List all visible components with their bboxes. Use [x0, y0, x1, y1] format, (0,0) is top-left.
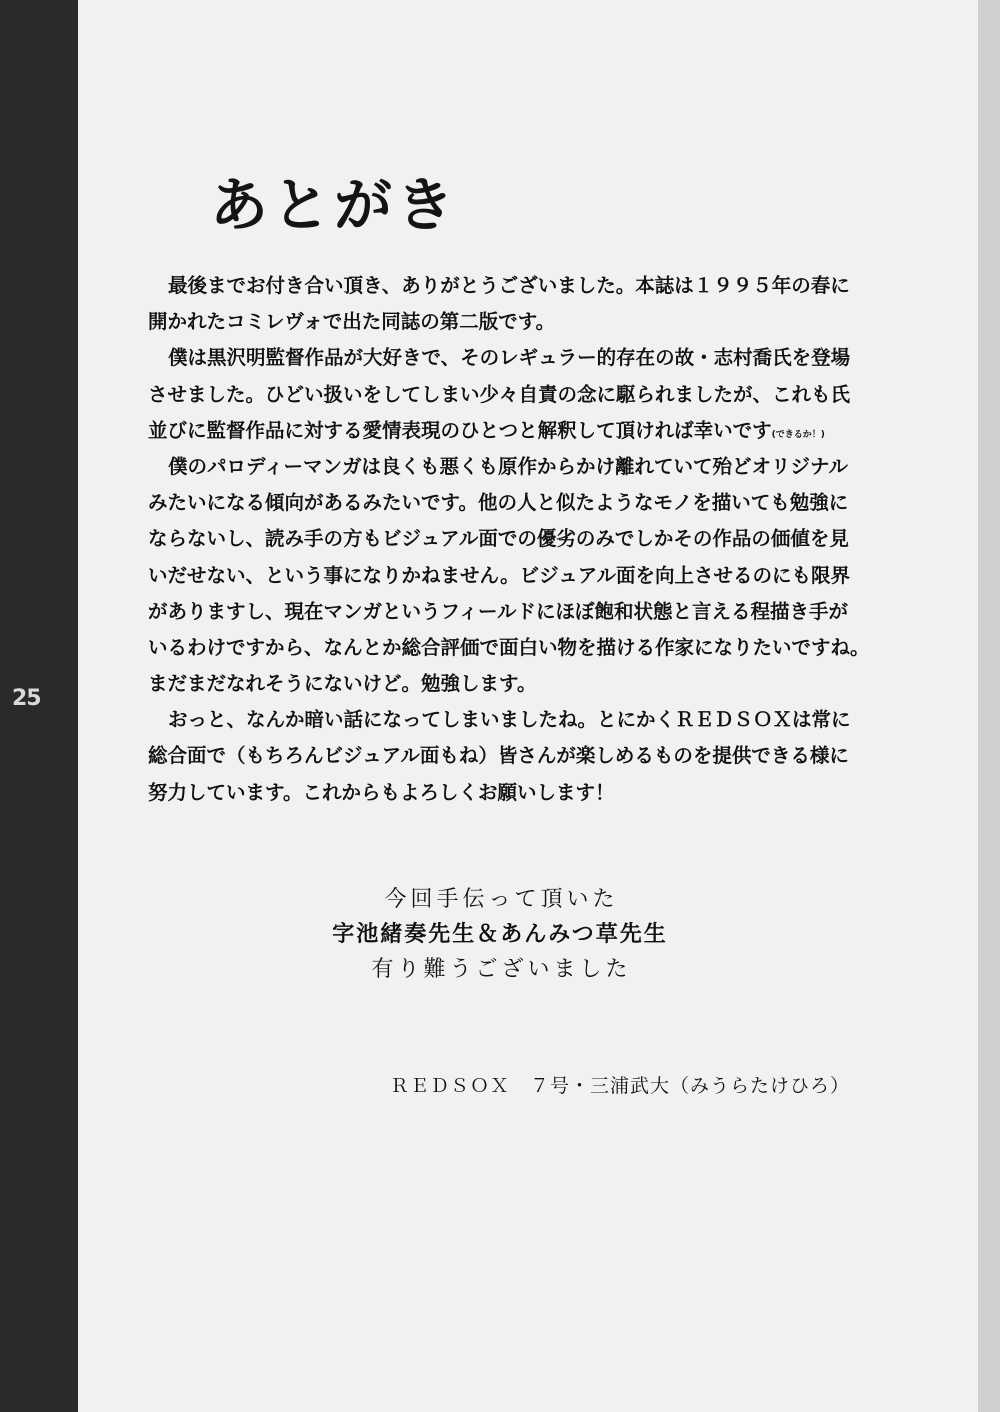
body-line: みたいになる傾向があるみたいです。他の人と似たようなモノを描いても勉強に	[148, 491, 849, 515]
body-line-text: 並びに監督作品に対する愛情表現のひとつと解釈して頂ければ幸いです	[148, 418, 772, 442]
author-signature: ＲＥＤＳＯＸ ７号・三浦武大（みうらたけひろ）	[390, 1075, 851, 1097]
body-line: がありますし、現在マンガというフィールドにほぼ飽和状態と言える程描き手が	[148, 599, 849, 623]
thanks-names: 字池緒奏先生＆あんみつ草先生	[332, 922, 668, 947]
afterword-body	[148, 268, 878, 811]
body-line: 最後までお付き合い頂き、ありがとうございました。本誌は１９９５年の春に	[168, 274, 850, 297]
thanks-line: 今回手伝って頂いた	[384, 887, 619, 912]
body-line: 開かれたコミレヴォで出た同誌の第二版です。	[148, 310, 556, 334]
body-line: 総合面で（もちろんビジュアル面もね）皆さんが楽しめるものを提供できる様に	[148, 744, 849, 768]
body-line: おっと、なんか暗い話になってしまいましたね。とにかくＲＥＤＳＯＸは常に	[168, 708, 851, 732]
body-line: いだせない、という事になりかねません。ビジュアル面を向上させるのにも限界	[148, 563, 851, 587]
aside-note: (できるか！)	[771, 429, 825, 440]
body-line-with-aside	[148, 413, 878, 449]
thanks-block	[0, 882, 1000, 987]
body-line: まだまだなれそうにないけど。勉強します。	[148, 672, 537, 696]
body-line: いるわけですから、なんとか総合評価で面白い物を描ける作家になりたいですね。	[148, 635, 870, 659]
page-edge	[978, 0, 1000, 1412]
body-line: させました。ひどい扱いをしてしまい少々自責の念に駆られましたが、これも氏	[148, 382, 851, 406]
body-line: 努力しています。これからもよろしくお願いします！	[148, 780, 615, 804]
binding-spine	[0, 0, 78, 1412]
body-line: 僕のパロディーマンガは良くも悪くも原作からかけ離れていて殆どオリジナル	[168, 454, 848, 478]
body-line: ならないし、読み手の方もビジュアル面での優劣のみでしかその作品の価値を見	[148, 527, 849, 551]
body-line: 僕は黒沢明監督作品が大好きで、そのレギュラー的存在の故・志村喬氏を登場	[168, 346, 851, 370]
page-title: あとがき	[210, 171, 459, 239]
thanks-line: 有り難うございました	[371, 957, 632, 982]
page-number: 25	[12, 686, 41, 711]
